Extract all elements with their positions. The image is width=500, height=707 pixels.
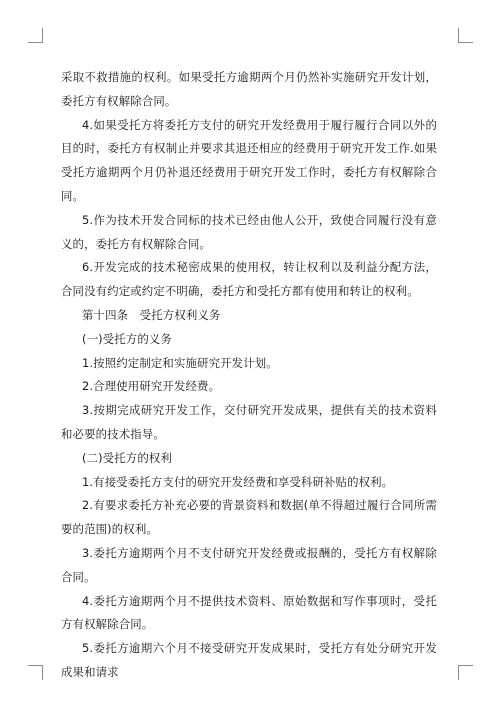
crop-mark-bottom-right [458, 665, 473, 680]
crop-mark-top-right [458, 28, 473, 43]
list-item: 1.按照约定制定和实施研究开发计划。 [82, 355, 278, 370]
section-heading: (二)受托方的权利 [82, 450, 172, 465]
article-heading: 第十四条 受托方权利义务 [82, 307, 221, 322]
list-item: 1.有接受委托方支付的研究开发经费和享受科研补贴的权利。 [82, 474, 394, 489]
document-body [61, 66, 437, 685]
crop-mark-top-left [28, 28, 43, 43]
paragraph: 4.如果受托方将委托方支付的研究开发经费用于履行履行合同以外的目的时，委托方有权制止并要求其退还相应的经费用于研究开发工作.如果受托方逾期两个月仍补退还经费用于研究开发工作时，委托方有权解除合同。 [61, 117, 437, 203]
list-item: 2.合理使用研究开发经费。 [82, 379, 221, 394]
paragraph: 采取不救措施的权利。如果受托方逾期两个月仍然补实施研究开发计划，委托方有权解除合同。 [61, 70, 437, 108]
crop-mark-bottom-left [28, 665, 43, 680]
paragraph: 5.作为技术开发合同标的技术已经由他人公开，致使合同履行没有意义的，委托方有权解除合同。 [61, 212, 437, 251]
list-item: 2.有要求委托方补充必要的背景资料和数据(单不得超过履行合同所需要的范围)的权利。 [61, 498, 437, 537]
paragraph: 6.开发完成的技术秘密成果的使用权，转让权利以及利益分配方法，合同没有约定或约定不明确，委托方和受托方都有使用和转让的权利。 [61, 260, 437, 299]
section-heading: (一)受托方的义务 [82, 331, 172, 346]
list-item: 3.按期完成研究开发工作，交付研究开发成果，提供有关的技术资料和必要的技术指导。 [61, 403, 437, 441]
list-item: 4.委托方逾期两个月不提供技术资料、原始数据和写作事项时，受托方有权解除合同。 [61, 593, 437, 632]
list-item: 3.委托方逾期两个月不支付研究开发经费或报酬的，受托方有权解除合同。 [61, 545, 437, 584]
list-item: 5.委托方逾期六个月不接受研究开发成果时，受托方有处分研究开发成果和请求 [61, 641, 437, 679]
